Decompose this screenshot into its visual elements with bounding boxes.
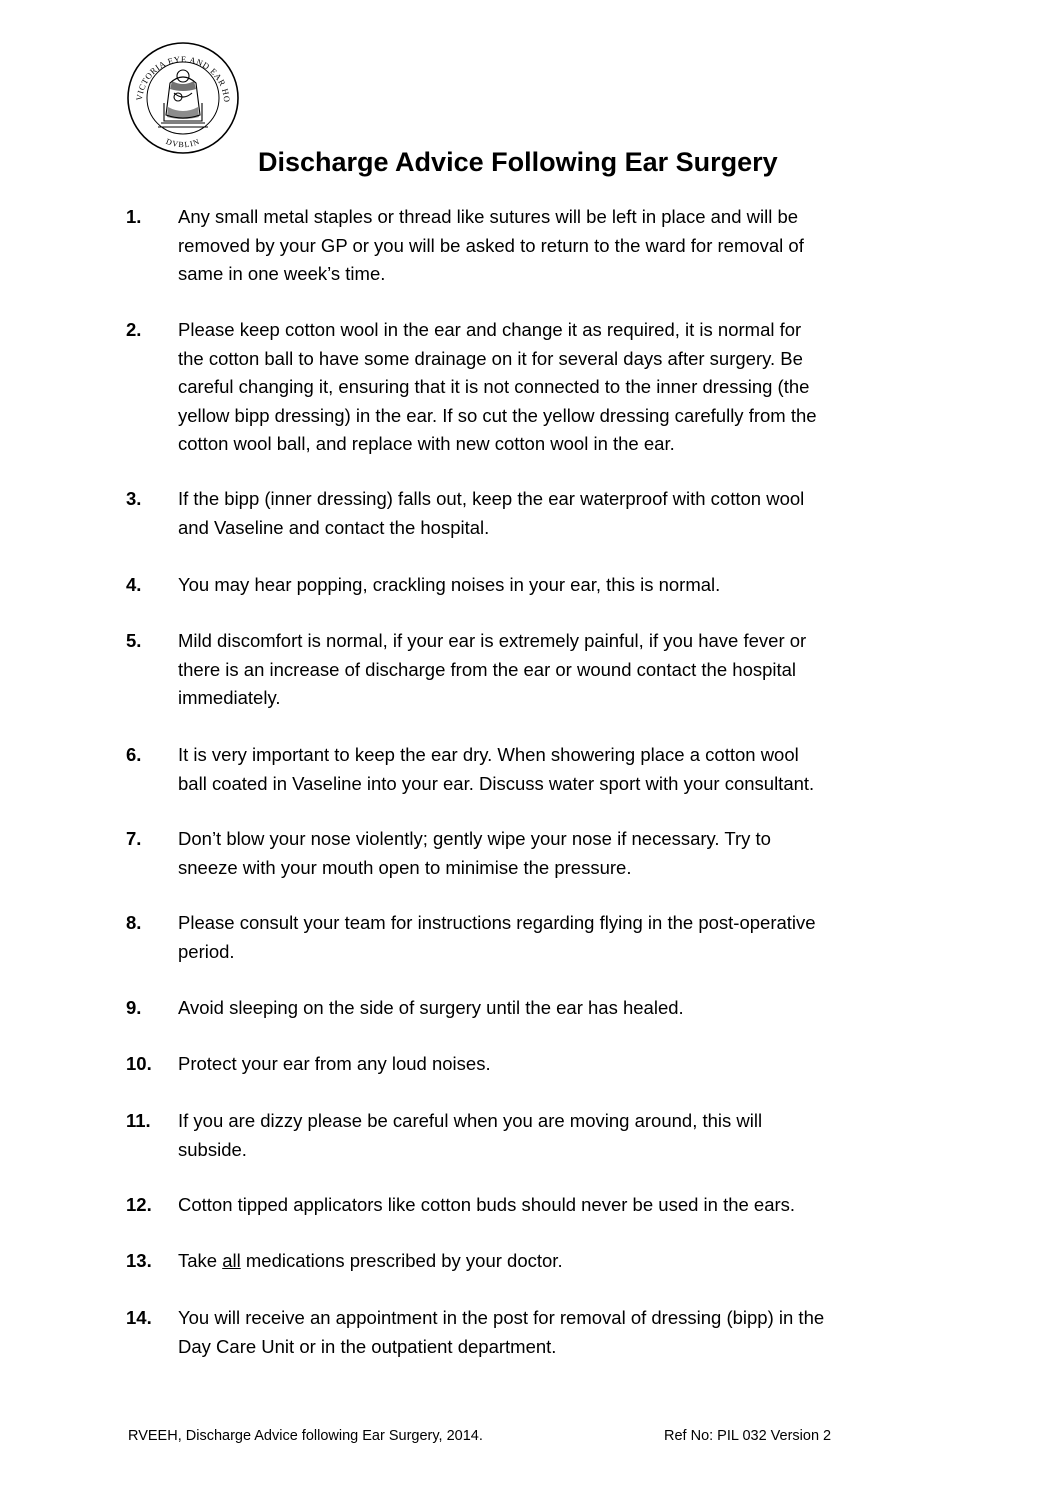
item-text xyxy=(178,1304,938,1361)
item-text-line: You will receive an appointment in the post for removal of dressing (bipp) in the xyxy=(178,1307,825,1328)
item-text-line: Please keep cotton wool in the ear and change it as required, it is normal for xyxy=(178,319,802,340)
item-text-line: It is very important to keep the ear dry. When showering place a cotton wool xyxy=(178,744,799,765)
footer-document-info: RVEEH, Discharge Advice following Ear Surgery, 2014. xyxy=(128,1428,483,1444)
item-text xyxy=(178,909,938,966)
item-number: 10. xyxy=(126,1053,152,1074)
item-text xyxy=(178,1107,938,1164)
item-text xyxy=(178,203,938,289)
footer-reference-number: Ref No: PIL 032 Version 2 xyxy=(664,1428,832,1444)
page-title: Discharge Advice Following Ear Surgery xyxy=(258,147,778,177)
item-text-line: there is an increase of discharge from the ear or wound contact the hospital xyxy=(178,658,797,680)
item-text-line: Any small metal staples or thread like sutures will be left in place and will be xyxy=(178,206,799,227)
item-number: 5. xyxy=(126,630,142,651)
item-number: 12. xyxy=(126,1194,152,1215)
item-number: 4. xyxy=(126,574,142,595)
item-text-line: sneeze with your mouth open to minimise the pressure. xyxy=(178,856,632,878)
item-text xyxy=(178,485,938,542)
item-text xyxy=(178,1050,938,1079)
item-text xyxy=(178,1247,938,1276)
item-text xyxy=(178,825,938,882)
item-number: 11. xyxy=(126,1110,151,1131)
item-text xyxy=(178,627,938,713)
item-number: 7. xyxy=(126,828,142,849)
item-number: 13. xyxy=(126,1250,152,1271)
item-text-line: subside. xyxy=(178,1138,247,1160)
item-text-line: period. xyxy=(178,940,235,962)
item-number: 2. xyxy=(126,319,142,340)
item-text-line: Mild discomfort is normal, if your ear is extremely painful, if you have fever or xyxy=(178,630,807,651)
item-text-line: same in one week’s time. xyxy=(178,263,386,284)
item-text xyxy=(178,571,938,600)
item-number: 8. xyxy=(126,912,142,933)
item-text-line: careful changing it, ensuring that it is not connected to the inner dressing (the xyxy=(178,376,810,397)
item-text-line: Don’t blow your nose violently; gently wipe your nose if necessary. Try to xyxy=(178,828,771,849)
item-text xyxy=(178,1191,938,1220)
item-text-line xyxy=(178,1247,938,1276)
item-text xyxy=(178,741,938,798)
item-number: 1. xyxy=(126,206,142,227)
item-number: 3. xyxy=(126,488,142,509)
item-text-line: immediately. xyxy=(178,687,281,708)
item-text-line: ball coated in Vaseline into your ear. Discuss water sport with your consultant. xyxy=(178,772,815,794)
item-text-line: and Vaseline and contact the hospital. xyxy=(178,516,490,538)
item-text-post: medications prescribed by your doctor. xyxy=(240,1250,563,1271)
item-number: 14. xyxy=(126,1307,152,1328)
item-text-line: You may hear popping, crackling noises in your ear, this is normal. xyxy=(178,574,721,595)
item-number: 6. xyxy=(126,744,142,765)
item-text-line: If you are dizzy please be careful when you are moving around, this will xyxy=(178,1110,763,1131)
underlined-word: all xyxy=(222,1250,241,1271)
item-text-line: If the bipp (inner dressing) falls out, keep the ear waterproof with cotton wool xyxy=(178,488,805,509)
item-text-line: Protect your ear from any loud noises. xyxy=(178,1053,491,1074)
svg-text:DVBLIN: DVBLIN xyxy=(164,136,202,150)
svg-text:ROYAL VICTORIA EYE AND EAR HOS: VICTORIA EYE AND EAR HO xyxy=(133,53,233,103)
item-text-line: the cotton ball to have some drainage on it for several days after surgery. Be xyxy=(178,347,803,369)
item-text-line: cotton wool ball, and replace with new cotton wool in the ear. xyxy=(178,433,675,454)
item-text xyxy=(178,994,938,1023)
item-text-line: Cotton tipped applicators like cotton buds should never be used in the ears. xyxy=(178,1194,796,1215)
item-text xyxy=(178,316,938,459)
item-text-line: removed by your GP or you will be asked to return to the ward for removal of xyxy=(178,234,804,256)
item-text-line: yellow bipp dressing) in the ear. If so cut the yellow dressing carefully from the xyxy=(178,404,817,426)
item-text-line: Day Care Unit or in the outpatient department. xyxy=(178,1335,557,1357)
item-text-pre: Take xyxy=(178,1250,223,1271)
item-text-line: Please consult your team for instructions regarding flying in the post-operative xyxy=(178,912,816,933)
item-text-line: Avoid sleeping on the side of surgery until the ear has healed. xyxy=(178,997,684,1018)
item-number: 9. xyxy=(126,997,142,1018)
